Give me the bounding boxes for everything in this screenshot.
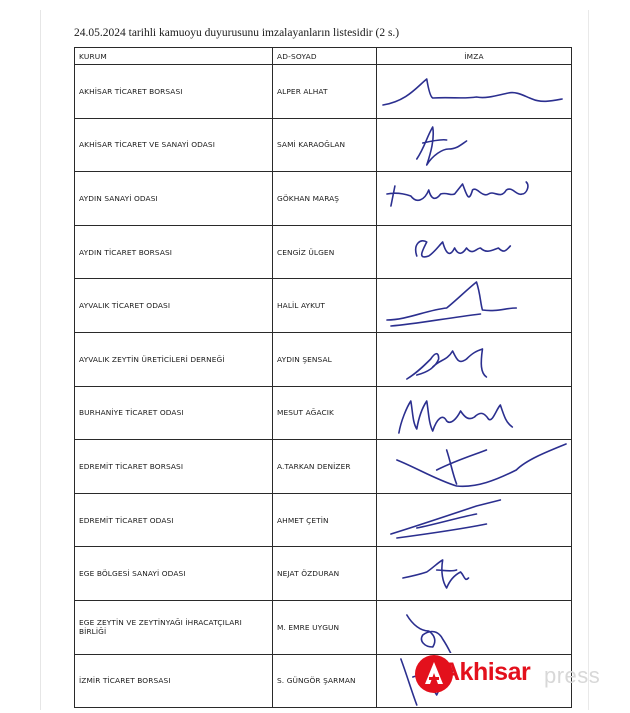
kurum-cell: EDREMİT TİCARET BORSASI [75,440,273,494]
signature-cell [377,493,572,547]
table-row [75,65,572,119]
handwritten-signature [377,440,571,492]
ad-soyad-cell: SAMİ KARAOĞLAN [273,118,377,172]
handwritten-signature [377,119,571,171]
handwritten-signature [377,226,571,278]
ad-soyad-cell: GÖKHAN MARAŞ [273,172,377,226]
page-left-edge [40,10,41,710]
table-row [75,332,572,386]
watermark-logo [412,652,622,696]
table-row [75,172,572,226]
ad-soyad-cell: ALPER ALHAT [273,65,377,119]
kurum-cell: AYVALIK ZEYTİN ÜRETİCİLERİ DERNEĞİ [75,332,273,386]
signature-cell [377,600,572,654]
table-row [75,600,572,654]
kurum-cell: AKHİSAR TİCARET BORSASI [75,65,273,119]
handwritten-signature [377,601,571,653]
table-row [75,547,572,601]
handwritten-signature [377,387,571,439]
ad-soyad-cell: AHMET ÇETİN [273,493,377,547]
ad-soyad-cell: HALİL AYKUT [273,279,377,333]
handwritten-signature [377,65,571,117]
signature-cell [377,225,572,279]
signatories-table [74,47,572,708]
kurum-cell: EDREMİT TİCARET ODASI [75,493,273,547]
signature-cell [377,386,572,440]
kurum-cell: İZMİR TİCARET BORSASI [75,654,273,708]
ad-soyad-cell: NEJAT ÖZDURAN [273,547,377,601]
kurum-cell: AYDIN SANAYİ ODASI [75,172,273,226]
signature-cell [377,118,572,172]
signature-cell [377,172,572,226]
document-title: 24.05.2024 tarihli kamuoyu duyurusunu imzalayanların listesidir (2 s.) [74,27,400,39]
kurum-cell: EGE ZEYTİN VE ZEYTİNYAĞI İHRACATÇILARI BİRLİĞİ [75,600,273,654]
table-row [75,279,572,333]
handwritten-signature [377,333,571,385]
ad-soyad-cell: M. EMRE UYGUN [273,600,377,654]
signature-cell [377,279,572,333]
column-header-ad-soyad: AD-SOYAD [273,48,377,65]
table-row [75,225,572,279]
table-row [75,493,572,547]
kurum-cell: EGE BÖLGESİ SANAYİ ODASI [75,547,273,601]
handwritten-signature [377,280,571,332]
handwritten-signature [377,494,571,546]
table-row [75,386,572,440]
signature-cell [377,440,572,494]
column-header-kurum: KURUM [75,48,273,65]
page-right-edge [588,10,589,710]
kurum-cell: AYDIN TİCARET BORSASI [75,225,273,279]
table-header-row [75,48,572,65]
watermark-brand: Akhisar [442,658,531,686]
table-row [75,440,572,494]
ad-soyad-cell: MESUT AĞACIK [273,386,377,440]
signature-cell [377,332,572,386]
handwritten-signature [377,548,571,600]
ad-soyad-cell: CENGİZ ÜLGEN [273,225,377,279]
signature-cell [377,65,572,119]
kurum-cell: AYVALIK TİCARET ODASI [75,279,273,333]
kurum-cell: BURHANİYE TİCARET ODASI [75,386,273,440]
ad-soyad-cell: S. GÜNGÖR ŞARMAN [273,654,377,708]
ad-soyad-cell: A.TARKAN DENİZER [273,440,377,494]
table-row [75,118,572,172]
ad-soyad-cell: AYDIN ŞENSAL [273,332,377,386]
handwritten-signature [377,172,571,224]
column-header-imza: İMZA [377,48,572,65]
watermark-suffix: press [544,663,601,688]
kurum-cell: AKHİSAR TİCARET VE SANAYİ ODASI [75,118,273,172]
signature-cell [377,547,572,601]
